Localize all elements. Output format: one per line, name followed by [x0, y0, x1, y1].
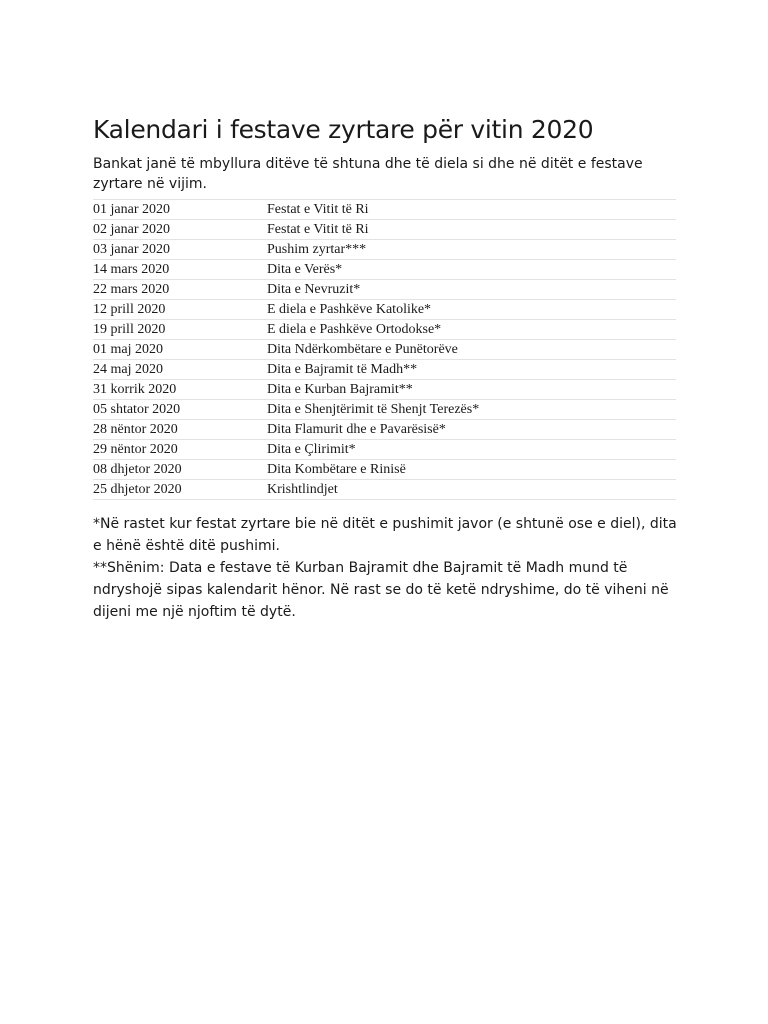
holiday-name: Dita e Kurban Bajramit**	[267, 380, 676, 400]
holiday-date: 31 korrik 2020	[93, 380, 267, 400]
table-row	[93, 480, 676, 500]
table-row	[93, 220, 676, 240]
holiday-date: 01 maj 2020	[93, 340, 267, 360]
holiday-date: 22 mars 2020	[93, 280, 267, 300]
holiday-name: Dita Flamurit dhe e Pavarësisë*	[267, 420, 676, 440]
page-title: Kalendari i festave zyrtare për vitin 2020	[93, 115, 594, 144]
holiday-date: 08 dhjetor 2020	[93, 460, 267, 480]
holiday-table-body	[93, 200, 676, 500]
intro-paragraph: Bankat janë të mbyllura ditëve të shtuna dhe të diela si dhe në ditët e festave zyrtare në vijim.	[93, 156, 643, 192]
table-row	[93, 320, 676, 340]
table-row	[93, 240, 676, 260]
holiday-date: 25 dhjetor 2020	[93, 480, 267, 500]
holiday-name: Festat e Vitit të Ri	[267, 200, 676, 220]
holiday-date: 14 mars 2020	[93, 260, 267, 280]
holiday-name: Krishtlindjet	[267, 480, 676, 500]
table-row	[93, 260, 676, 280]
holiday-date: 12 prill 2020	[93, 300, 267, 320]
table-row	[93, 340, 676, 360]
table-row	[93, 380, 676, 400]
table-row	[93, 420, 676, 440]
footnote-weekend: *Në rastet kur festat zyrtare bie në ditët e pushimit javor (e shtunë ose e diel), dita e hënë është ditë pushimi.	[93, 516, 677, 554]
holiday-name: Dita e Nevruzit*	[267, 280, 676, 300]
footnote-lunar-calendar: **Shënim: Data e festave të Kurban Bajramit dhe Bajramit të Madh mund të ndryshojë sipas kalendarit hënor. Në rast se do të ketë ndryshime, do të viheni në dijeni me një njoftim të dytë.	[93, 560, 669, 620]
holiday-date: 28 nëntor 2020	[93, 420, 267, 440]
table-row	[93, 280, 676, 300]
holiday-name: E diela e Pashkëve Katolike*	[267, 300, 676, 320]
table-row	[93, 360, 676, 380]
holiday-date: 02 janar 2020	[93, 220, 267, 240]
holiday-name: Dita e Shenjtërimit të Shenjt Terezës*	[267, 400, 676, 420]
holiday-date: 24 maj 2020	[93, 360, 267, 380]
table-row	[93, 440, 676, 460]
table-row	[93, 460, 676, 480]
holiday-name: E diela e Pashkëve Ortodokse*	[267, 320, 676, 340]
holiday-name: Dita e Bajramit të Madh**	[267, 360, 676, 380]
holiday-date: 19 prill 2020	[93, 320, 267, 340]
table-row	[93, 200, 676, 220]
table-row	[93, 300, 676, 320]
holiday-date: 01 janar 2020	[93, 200, 267, 220]
holiday-name: Dita e Çlirimit*	[267, 440, 676, 460]
holiday-name: Dita e Verës*	[267, 260, 676, 280]
holiday-date: 05 shtator 2020	[93, 400, 267, 420]
holiday-name: Dita Kombëtare e Rinisë	[267, 460, 676, 480]
table-row	[93, 400, 676, 420]
holiday-name: Pushim zyrtar***	[267, 240, 676, 260]
holiday-date: 03 janar 2020	[93, 240, 267, 260]
holiday-name: Festat e Vitit të Ri	[267, 220, 676, 240]
holiday-date: 29 nëntor 2020	[93, 440, 267, 460]
holiday-table	[93, 199, 676, 500]
holiday-name: Dita Ndërkombëtare e Punëtorëve	[267, 340, 676, 360]
